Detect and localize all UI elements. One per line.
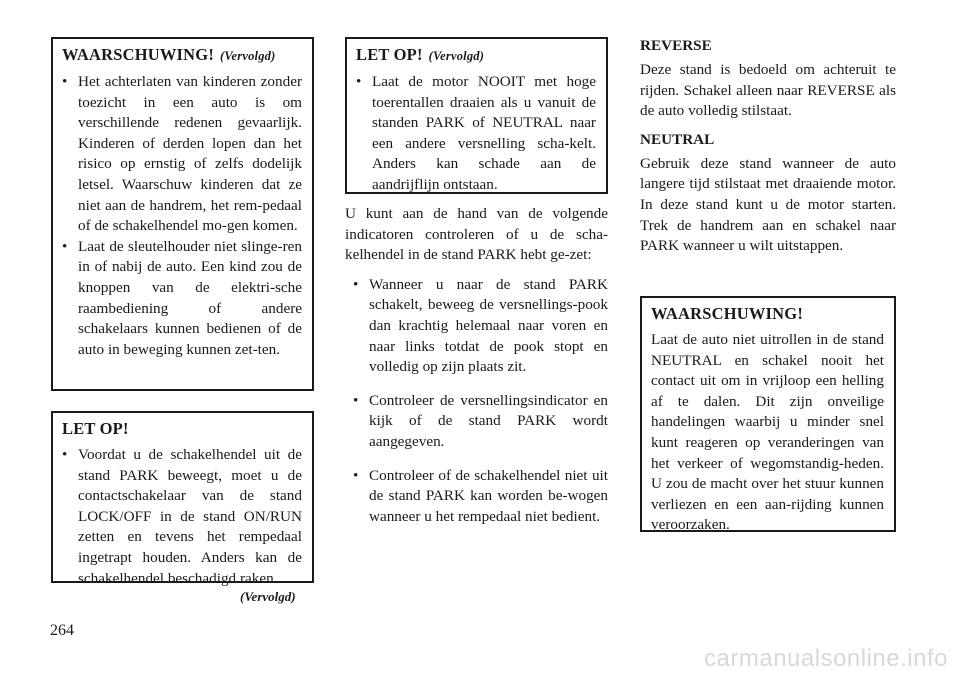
neutral-text: Gebruik deze stand wanneer de auto langere tijd stilstaat met draaiende motor. In deze stand kunt u de motor starten. Trek de handrem aan en schakel naar PARK wanneer u wilt uitstappen. [640, 154, 896, 255]
watermark: carmanualsonline.info [704, 645, 948, 672]
caution-list [356, 72, 596, 196]
page-number: 264 [50, 622, 74, 639]
list-item: • Controleer of de schakelhendel niet uit de stand PARK kan worden be-wogen wanneer u het rempedaal niet bedient. [353, 466, 608, 528]
gear-positions-section [640, 36, 896, 257]
park-indicators-section [345, 204, 608, 540]
list-item: • Wanneer u naar de stand PARK schakelt, beweeg de versnellings-pook dan krachtig helemaal naar voren en naar links totdat de pook stopt en volledig op zijn plaats zit. [353, 275, 608, 378]
warning-title [62, 45, 302, 65]
warning-text: Laat de auto niet uitrollen in de stand NEUTRAL en schakel nooit het contact uit om in vrijloop een helling af te dalen. Dit zijn onveilige handelingen waarbij u minder snel kunt reageren op veranderingen van het verkeer of wegomstandig-heden. U zou de macht over het stuur kunnen verliezen en een aan-rijding kunnen veroorzaken. [651, 331, 884, 534]
reverse-heading: REVERSE [640, 37, 712, 54]
caution-list [62, 445, 302, 589]
warning-title: WAARSCHUWING! [651, 304, 804, 323]
warning-title-text: WAARSCHUWING! [62, 45, 215, 64]
continued-label: (Vervolgd) [240, 589, 296, 604]
park-intro: U kunt aan de hand van de volgende indicatoren controleren of u de scha-kelhendel in de stand PARK hebt ge-zet: [345, 205, 608, 264]
list-item: • Voordat u de schakelhendel uit de stand PARK beweegt, moet u de contactschakelaar van de stand LOCK/OFF in de stand ON/RUN zetten en tevens het rempedaal ingetrapt houden. Anders kan de schakelhendel beschadigd raken. [62, 445, 302, 589]
list-item: • Laat de sleutelhouder niet slinge-ren in of nabij de auto. Een kind zou de knoppen van de elektri-sche raambediening of andere schakelaars kunnen bedienen of de auto in beweging kunnen zet-ten. [62, 237, 302, 361]
warning-subtitle: (Vervolgd) [220, 49, 276, 63]
park-indicator-list [345, 275, 608, 528]
caution-title: LET OP! [62, 419, 129, 438]
caution-box-continued [345, 37, 608, 194]
caution-box [51, 411, 314, 587]
neutral-heading: NEUTRAL [640, 130, 715, 148]
list-item: • Controleer de versnellingsindicator en kijk of de stand PARK wordt aangegeven. [353, 391, 608, 453]
reverse-text: Deze stand is bedoeld om achteruit te rijden. Schakel alleen naar REVERSE als de auto volledig stilstaat. [640, 61, 896, 120]
caution-subtitle: (Vervolgd) [428, 49, 485, 63]
caution-title [356, 45, 596, 65]
list-item: • Het achterlaten van kinderen zonder toezicht in een auto is om verschillende redenen gevaarlijk. Kinderen of derden lopen dan het risico op ernstig of zelfs dodelijk letsel. Waarschuw kinderen dat ze niet aan de handrem, het rem-pedaal of de schakelhendel mo-gen komen. [62, 72, 302, 237]
warning-list [62, 72, 302, 360]
warning-box-continued [51, 37, 314, 391]
warning-box [640, 296, 896, 532]
caution-title-text: LET OP! [356, 45, 423, 64]
list-item: • Laat de motor NOOIT met hoge toerentallen draaien als u vanuit de standen PARK of NEUTRAL naar een andere versnelling scha-kelt. Anders kan schade aan de aandrijflijn ontstaan. [356, 72, 596, 196]
